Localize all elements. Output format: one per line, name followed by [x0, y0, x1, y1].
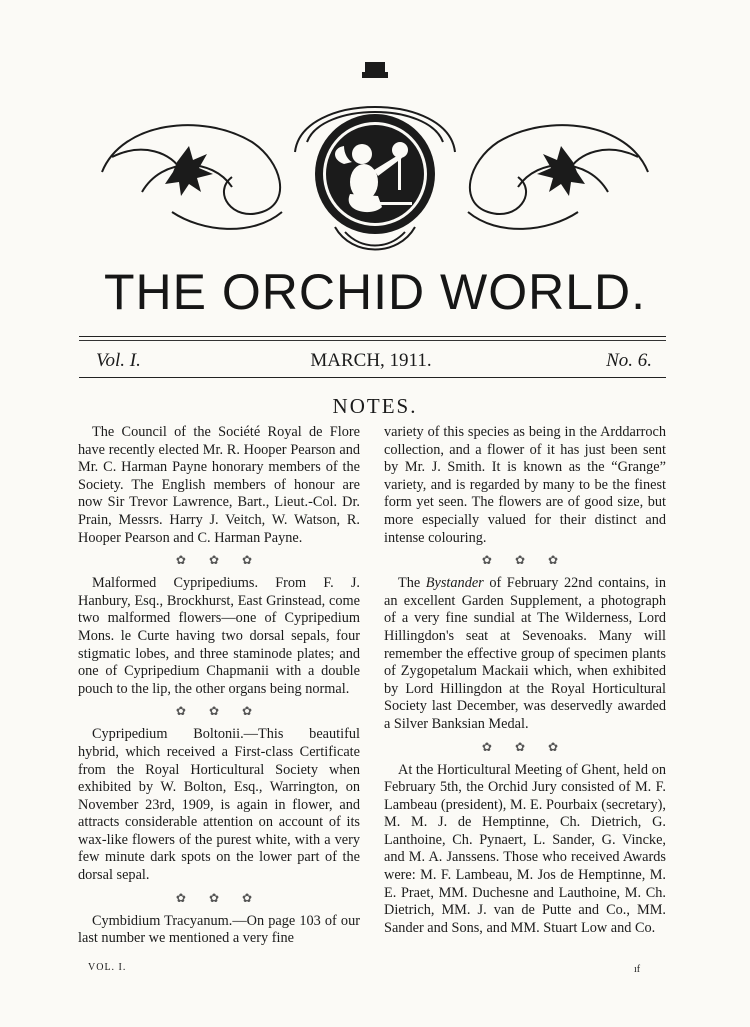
ornamental-header: [82, 62, 668, 262]
volume-label: Vol. I.: [96, 350, 141, 371]
text-fragment: The: [398, 575, 426, 592]
left-column: [78, 424, 360, 948]
flower-separator: ✿ ✿ ✿: [175, 553, 263, 568]
note-paragraph: At the Horticultural Meeting of Ghent, held on February 5th, the Orchid Jury consisted of M. F. Lambeau (president), M. E. Pourbaix (secretary), M. M. J. de Hemptinne, Ch. Dietrich, G. Lanthoine, Ch. Pynaert, L. Sander, G. Vincke, and M. A. Janssens. Those who received Awards were: M. F. Lambeau, M. Jos de Hemptinne, M. E. Praet, MM. Duchesne and Lauthoine, M. Ch. Dietrich, MM. J. van de Putte and Co., MM. Sander and Sons, and MM. Stuart Low and Co.: [384, 761, 666, 936]
note-paragraph: The Council of the Société Royal de Flore have recently elected Mr. R. Hooper Pearson and Mr. C. Harman Payne honorary members of the Society. The English members of honour are now Sir Trevor Lawrence, Bart., Lieut.-Col. Dr. Prain, Messrs. Harry J. Veitch, W. Watson, R. Hooper Pearson and C. Harman Payne.: [78, 424, 360, 546]
text-fragment: of February 22nd contains, in an excellent Garden Supplement, a photograph of a very fine sundial at The Wilderness, Lord Hillingdon's seat at Sevenoaks. Many will remember the effective group of specimen plants of Zygopetalum Mackaii which, when exhibited by Lord Hillingdon at the Royal Horticultural Society last December, was deservedly awarded a Silver Banksian Medal.: [384, 575, 666, 732]
note-paragraph: [384, 575, 666, 733]
note-paragraph: Malformed Cypripediums. From F. J. Hanbury, Esq., Brockhurst, East Grinstead, come two malformed flowers—one of Cypripedium Mons. le Curte having two dorsal sepals, four stigmatic lobes, and three staminode plates; and one of Cypripedium Chapmanii with a double pouch to the lip, the other organs being normal.: [78, 575, 360, 697]
rule-top: [79, 336, 666, 337]
rule-top-inner: [79, 340, 666, 341]
note-paragraph: Cymbidium Tracyanum.—On page 103 of our last number we mentioned a very fine: [78, 912, 360, 947]
note-paragraph: Cypripedium Boltonii.—This beautiful hybrid, which received a First-class Certificate from the Royal Horticultural Society when exhibited by W. Bolton, Esq., Warrington, on November 23rd, 1909, is again in flower, and attracts considerable attention on account of its wax-like flowers of the purest white, with a very few minute dark spots on the lower part of the dorsal sepal.: [78, 726, 360, 884]
flower-separator: ✿ ✿ ✿: [175, 704, 263, 719]
publication-name: Bystander: [425, 575, 484, 592]
flower-separator: ✿ ✿ ✿: [481, 553, 569, 568]
rule-bottom: [79, 377, 666, 378]
right-column: [384, 424, 666, 937]
issue-line: [90, 348, 652, 374]
masthead-title: THE ORCHID WORLD.: [104, 264, 646, 320]
note-paragraph: variety of this species as being in the Arddarroch collection, and a flower of it has just been sent by Mr. J. Smith. It is known as the “Grange” variety, and is regarded by many to be the finest form yet seen. The flowers are of good size, but more especially valued for their distinct and intense colouring.: [384, 424, 666, 546]
issue-date: MARCH, 1911.: [310, 350, 432, 371]
footer-volume: VOL. I.: [88, 962, 127, 973]
section-title: NOTES.: [332, 394, 418, 418]
flower-separator: ✿ ✿ ✿: [175, 890, 263, 905]
issue-number: No. 6.: [606, 350, 652, 371]
page-number: ıf: [634, 964, 641, 975]
flower-separator: ✿ ✿ ✿: [481, 739, 569, 754]
